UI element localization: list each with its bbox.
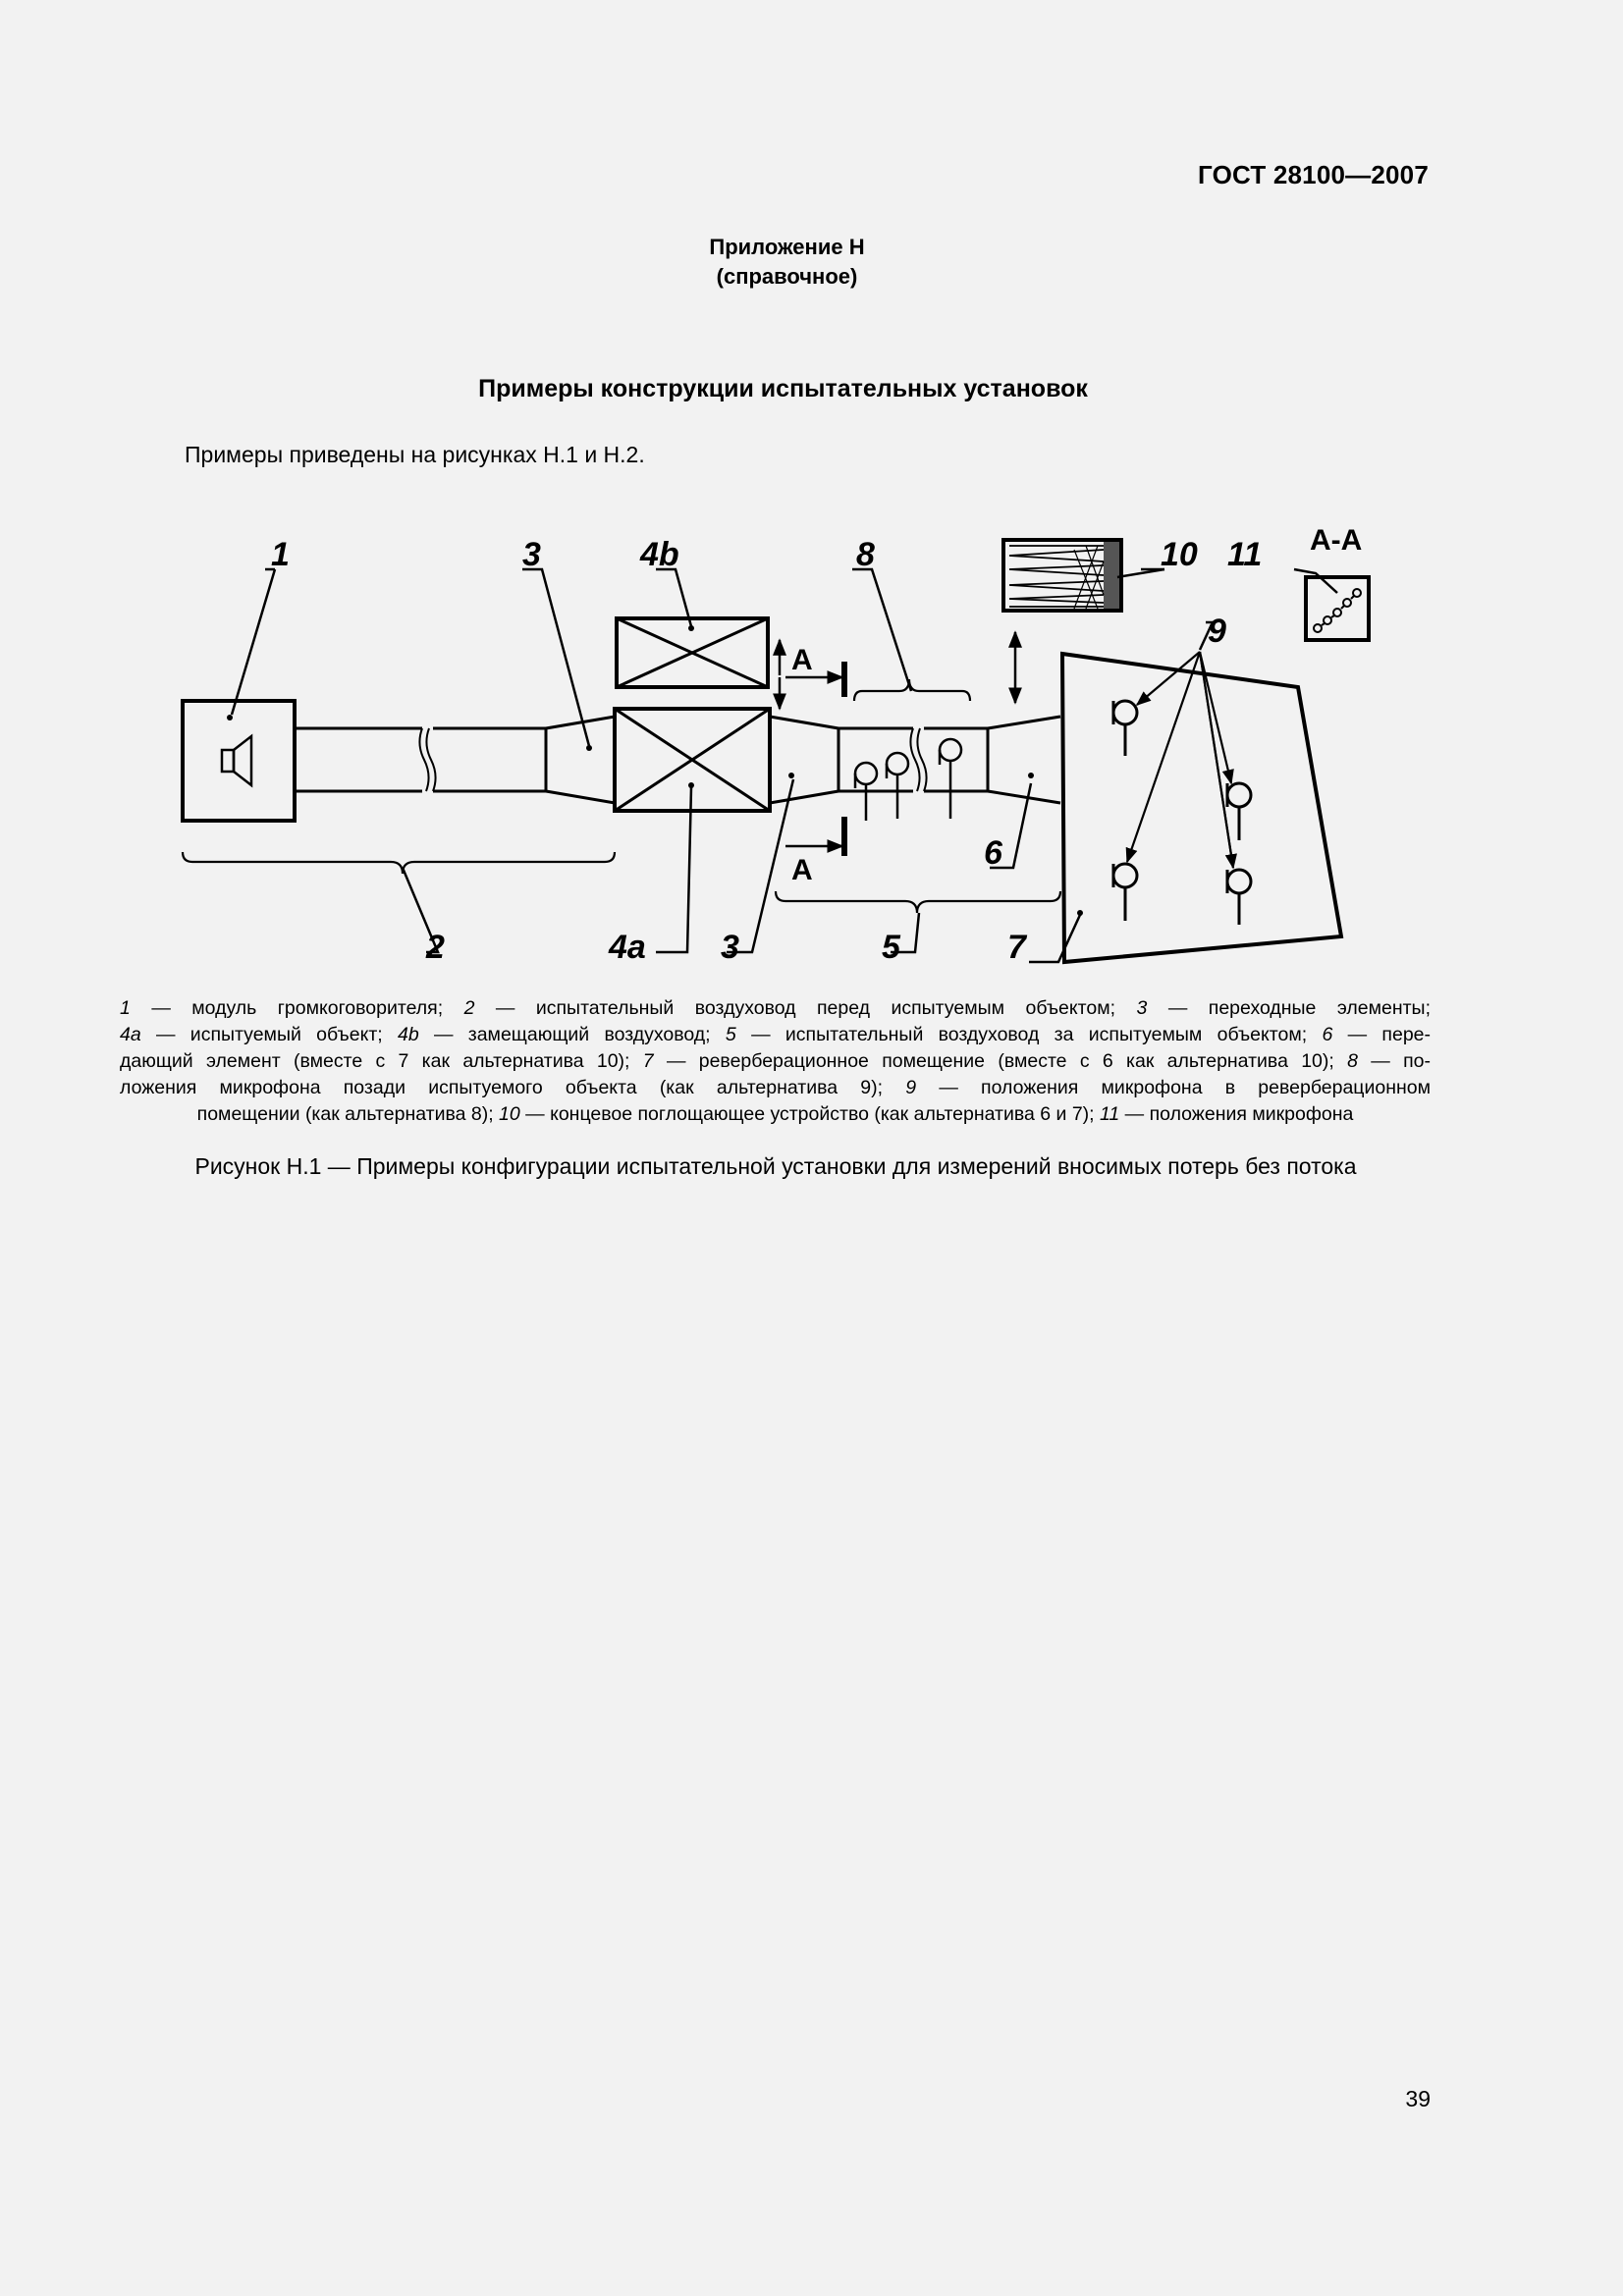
figure-caption: Рисунок Н.1 — Примеры конфигурации испытательной установки для измерений вносимых потерь без потока [194,1153,1357,1179]
section-cut-marks [780,632,1015,856]
label-10: 10 [1161,536,1198,573]
label-8: 8 [856,536,875,573]
page-number: 39 [1405,2086,1431,2111]
label-5: 5 [882,929,900,966]
label-3-top: 3 [522,536,541,573]
room-microphones [1113,701,1251,925]
section-aa-view [1306,577,1369,640]
legend-line: 4a — испытуемый объект; 4b — замещающий воздуховод; 5 — испытательный воздуховод за испытуемым объектом; 6 — пере- [120,1024,1432,1045]
transition-element-left [546,717,615,803]
loudspeaker-module [183,701,295,821]
intro-paragraph: Примеры приведены на рисунках Н.1 и Н.2. [185,442,645,467]
label-9: 9 [1208,613,1226,650]
label-a-top: А [791,644,813,676]
figure-legend [120,995,1431,1128]
reverberation-room [1062,654,1341,962]
label-a-bottom: А [791,854,813,886]
figure-labels [271,524,1362,966]
appendix-title: Приложение Н [709,235,865,259]
test-setup-diagram [0,0,1623,991]
label-1: 1 [271,536,290,573]
transmitting-element-6 [988,717,1060,803]
label-2: 2 [426,929,445,966]
legend-line: ложения микрофона позади испытуемого объекта (как альтернатива 9); 9 — положения микрофона в реверберационном [120,1077,1432,1098]
legend-line: дающий элемент (вместе с 7 как альтернатива 10); 7 — реверберационное помещение (вместе с 6 как альтернатива 10); 8 — по- [120,1050,1431,1072]
appendix-subtitle: (справочное) [716,264,858,289]
termination-absorber [1003,540,1121,611]
label-4a: 4a [609,929,646,966]
duct-microphones [855,739,961,821]
substitute-duct-4b [617,618,768,687]
legend-line: помещении (как альтернатива 8); 10 — концевое поглощающее устройство (как альтернатива 6 и 7); 11 — положения микрофона [196,1103,1354,1125]
label-9-arrows [1127,652,1233,868]
label-6: 6 [984,834,1002,872]
label-11: 11 [1227,536,1263,573]
leader-lines [232,569,1337,962]
label-4b: 4b [640,536,679,573]
label-7: 7 [1007,929,1026,966]
legend-line: 1 — модуль громкоговорителя; 2 — испытательный воздуховод перед испытуемым объектом; 3 — переходные элементы; [120,997,1431,1019]
document-code: ГОСТ 28100—2007 [1198,160,1429,189]
upstream-duct [295,728,546,791]
label-3-bottom: 3 [721,929,739,966]
section-title: Примеры конструкции испытательных установок [478,375,1088,402]
transition-element-mid [770,717,839,803]
label-section-aa: А-А [1310,524,1363,557]
